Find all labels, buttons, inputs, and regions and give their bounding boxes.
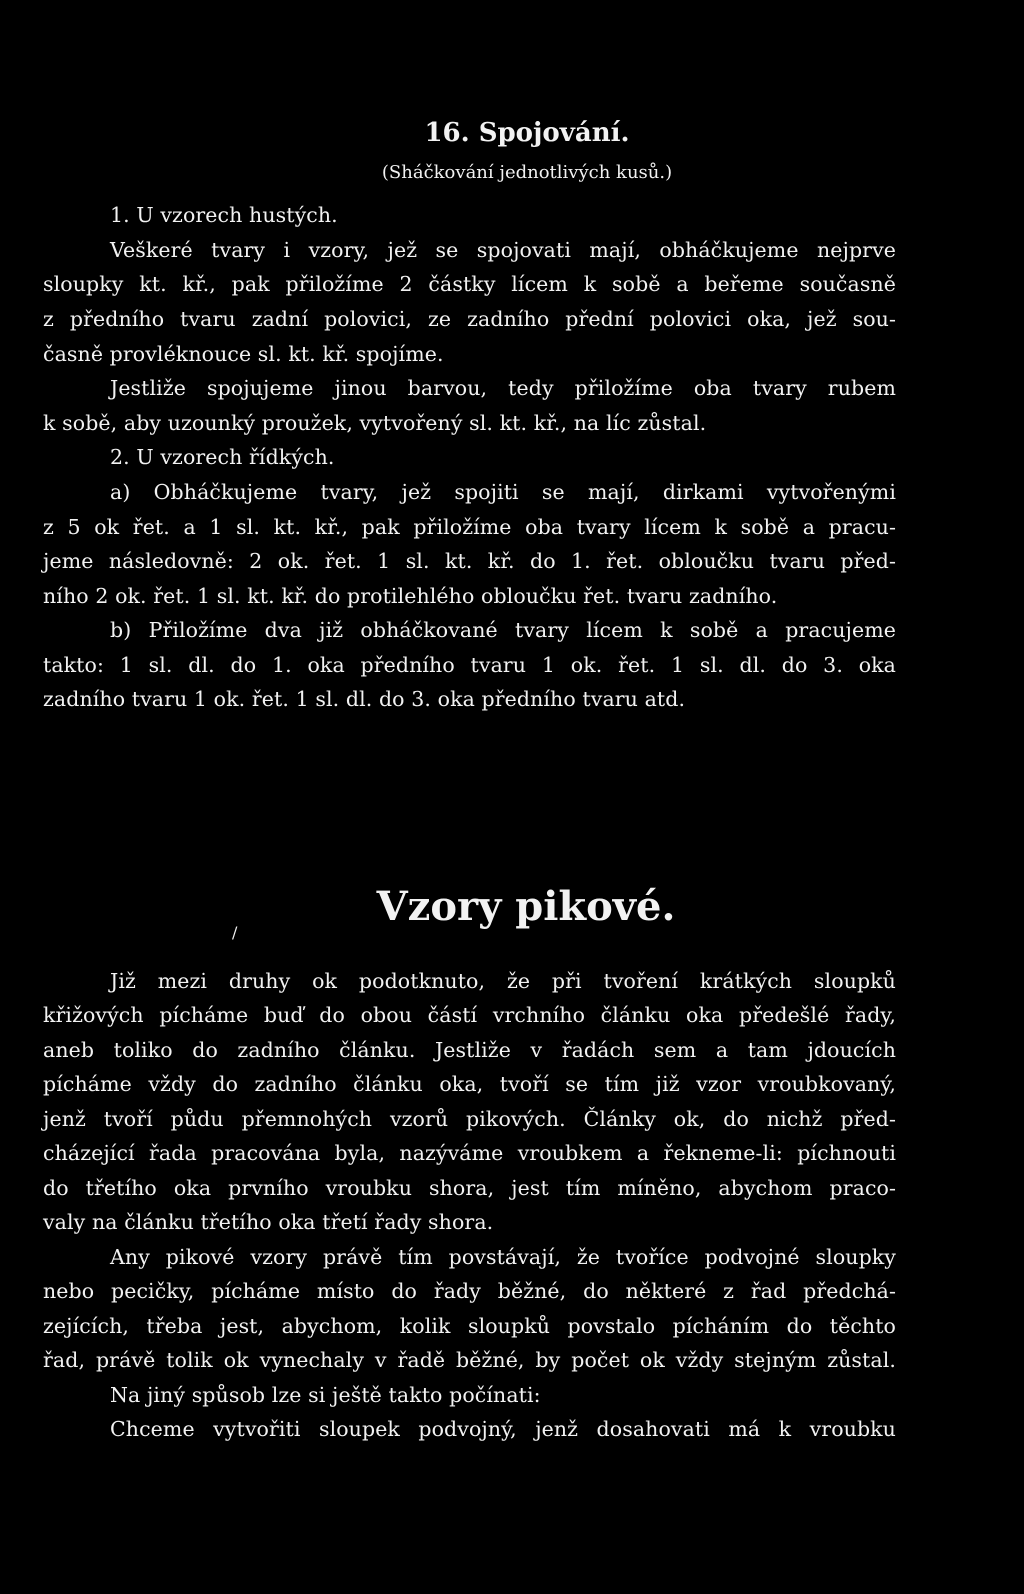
text-line: jeme následovně: 2 ok. řet. 1 sl. kt. kř. do 1. řet. obloučku tvaru před- xyxy=(43,549,896,573)
text-line: k sobě, aby uzounký proužek, vytvořený sl. kt. kř., na líc zůstal. xyxy=(43,411,707,435)
text-line: sloupky kt. kř., pak přiložíme 2 částky lícem k sobě a beřeme současně xyxy=(43,272,896,296)
section-subheading: (Sháčkování jednotlivých kusů.) xyxy=(381,162,673,183)
text-line: časně provléknouce sl. kt. kř. spojíme. xyxy=(43,342,444,366)
section-heading-16: 16. Spojování. xyxy=(424,118,630,148)
text-line: cházející řada pracována byla, nazýváme vroubkem a řekneme-li: píchnouti xyxy=(43,1141,896,1165)
text-line: Any pikové vzory právě tím povstávají, že tvoříce podvojné sloupky xyxy=(110,1245,896,1269)
text-line: zadního tvaru 1 ok. řet. 1 sl. dl. do 3. oka předního tvaru atd. xyxy=(43,687,686,711)
stray-mark: / xyxy=(232,923,238,942)
text-line: Již mezi druhy ok podotknuto, že při tvoření krátkých sloupků xyxy=(110,969,896,993)
text-line: řad, právě tolik ok vynechaly v řadě běžné, by počet ok vždy stejným zůstal. xyxy=(43,1348,896,1372)
text-line: a) Obháčkujeme tvary, jež spojiti se mají, dirkami vytvořenými xyxy=(110,480,896,504)
text-line: 2. U vzorech řídkých. xyxy=(110,445,335,469)
text-line: Veškeré tvary i vzory, jež se spojovati mají, obháčkujeme nejprve xyxy=(110,238,896,262)
text-line: valy na článku třetího oka třetí řady shora. xyxy=(43,1210,494,1234)
text-line: takto: 1 sl. dl. do 1. oka předního tvaru 1 ok. řet. 1 sl. dl. do 3. oka xyxy=(43,653,896,677)
text-line: jenž tvoří půdu přemnohých vzorů pikových. Články ok, do nichž před- xyxy=(43,1107,896,1131)
text-line: aneb toliko do zadního článku. Jestliže v řadách sem a tam jdoucích xyxy=(43,1038,896,1062)
text-line: zejících, třeba jest, abychom, kolik sloupků povstalo pícháním do těchto xyxy=(43,1314,896,1338)
text-line: nebo pecičky, pícháme místo do řady běžné, do některé z řad předchá- xyxy=(43,1279,896,1303)
text-line: Chceme vytvořiti sloupek podvojný, jenž dosahovati má k vroubku xyxy=(110,1417,896,1441)
text-line: z předního tvaru zadní polovici, ze zadního přední polovici oka, jež sou- xyxy=(43,307,896,331)
text-line: do třetího oka prvního vroubku shora, jest tím míněno, abychom praco- xyxy=(43,1176,896,1200)
text-line: křižových pícháme buď do obou částí vrchního článku oka předešlé řady, xyxy=(43,1003,896,1027)
section-title-vzory: Vzory pikové. xyxy=(376,883,676,930)
text-line: 1. U vzorech hustých. xyxy=(110,203,338,227)
text-line: pícháme vždy do zadního článku oka, tvoří se tím již vzor vroubkovaný, xyxy=(43,1072,896,1096)
text-line: Na jiný spůsob lze si ještě takto počínati: xyxy=(110,1383,541,1407)
text-line: z 5 ok řet. a 1 sl. kt. kř., pak přiložíme oba tvary lícem k sobě a pracu- xyxy=(43,515,896,539)
text-line: Jestliže spojujeme jinou barvou, tedy přiložíme oba tvary rubem xyxy=(110,376,896,400)
text-line: ního 2 ok. řet. 1 sl. kt. kř. do protilehlého obloučku řet. tvaru zadního. xyxy=(43,584,778,608)
text-line: b) Přiložíme dva již obháčkované tvary lícem k sobě a pracujeme xyxy=(110,618,896,642)
